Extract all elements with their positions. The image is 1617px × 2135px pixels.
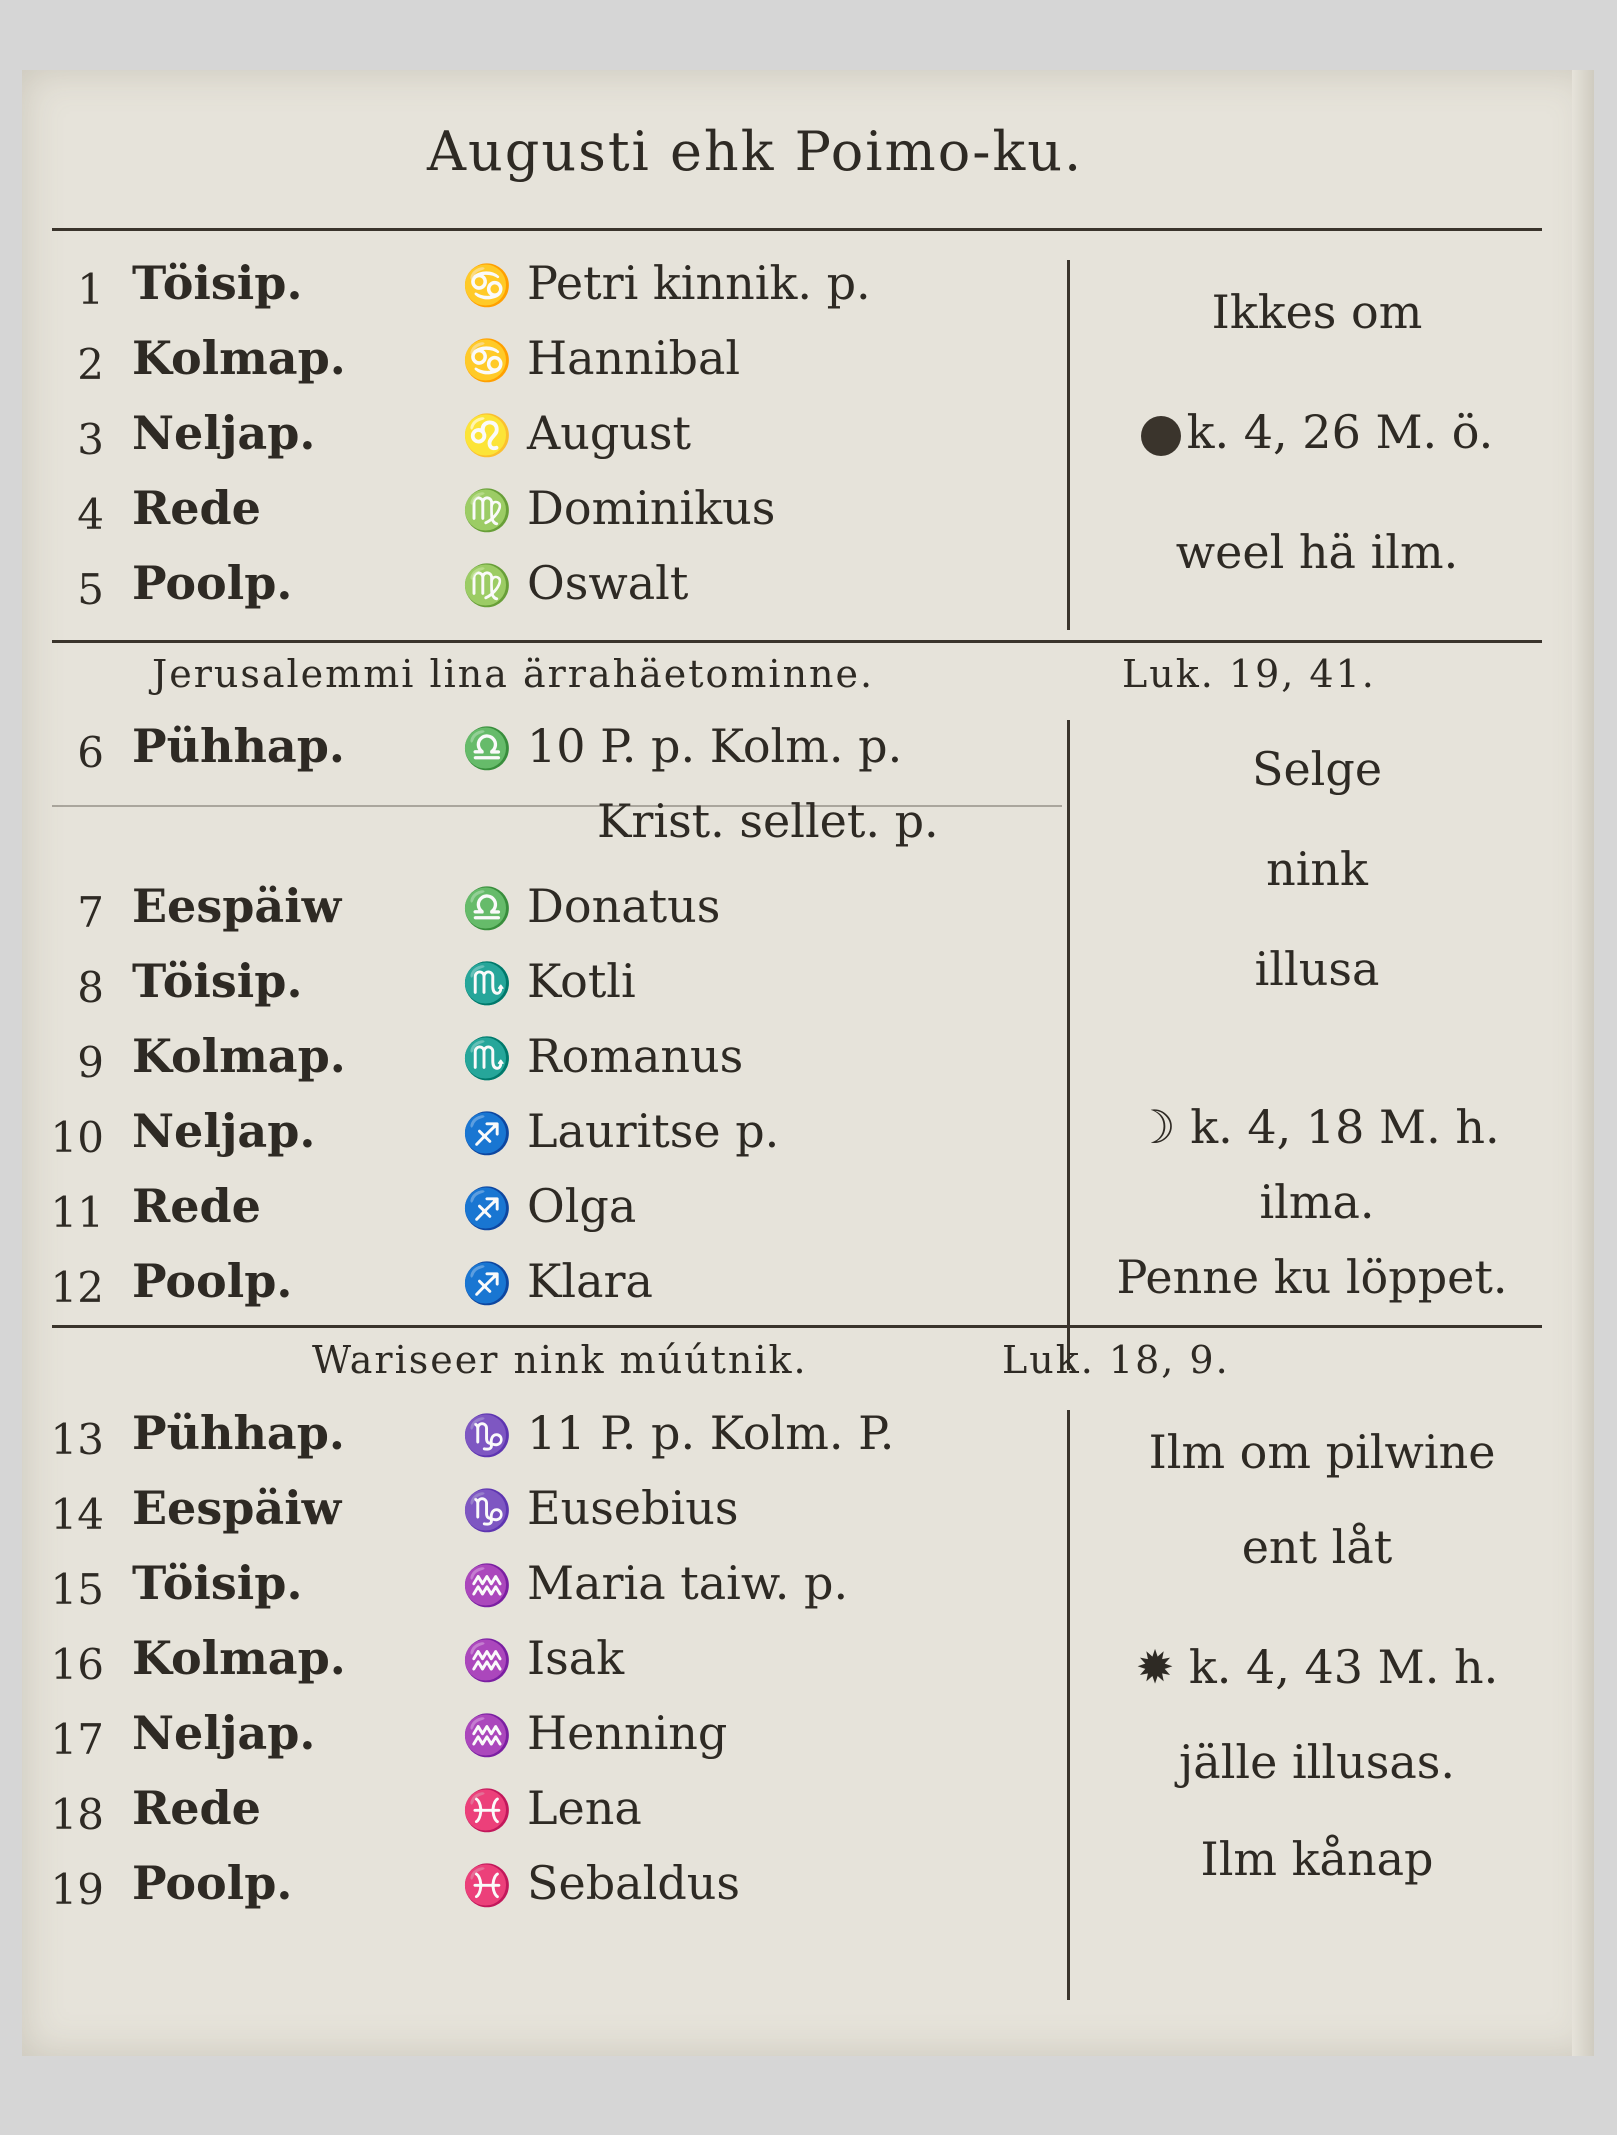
zodiac-sagittarius-icon: ♐ xyxy=(462,1111,512,1157)
zodiac-pisces-icon: ♓ xyxy=(462,1788,512,1834)
day-number: 19 xyxy=(50,1865,104,1914)
saint-name: Oswalt xyxy=(527,556,689,610)
saint-name: Dominikus xyxy=(527,481,776,535)
day-number: 14 xyxy=(50,1490,104,1539)
saint-name: Maria taiw. p. xyxy=(527,1556,849,1610)
weekday: Pühhap. xyxy=(132,1406,345,1460)
day-number: 12 xyxy=(50,1263,104,1312)
weather-note: ilma. xyxy=(1259,1175,1375,1229)
page-edge-shadow xyxy=(1572,70,1594,2056)
saint-name: 10 P. p. Kolm. p. xyxy=(527,719,903,773)
day-number: 15 xyxy=(50,1565,104,1614)
day-number: 10 xyxy=(50,1113,104,1162)
moon-time: k. 4, 26 M. ö. xyxy=(1186,405,1494,459)
first-quarter-moon-icon: ☽ xyxy=(1134,1100,1176,1154)
new-moon-icon xyxy=(1141,416,1181,456)
day-number: 13 xyxy=(50,1415,104,1464)
weather-note: jälle illusas. xyxy=(1179,1735,1455,1789)
column-divider-2 xyxy=(1067,720,1070,1370)
weather-note: ent låt xyxy=(1241,1520,1393,1574)
saint-name: Olga xyxy=(527,1179,637,1233)
day-number: 11 xyxy=(50,1188,104,1237)
zodiac-libra-icon: ♎ xyxy=(462,726,512,772)
saint-name: Lena xyxy=(527,1781,642,1835)
weather-note: Ikkes om xyxy=(1211,285,1423,339)
section-rule xyxy=(52,640,1542,643)
gospel-reference: Luk. 19, 41. xyxy=(1122,652,1376,696)
weather-note: illusa xyxy=(1254,942,1380,996)
zodiac-pisces-icon: ♓ xyxy=(462,1863,512,1909)
gospel-reading: Jerusalemmi lina ärrahäetominne. xyxy=(152,652,875,696)
full-moon-icon: ✹ xyxy=(1135,1640,1175,1694)
zodiac-sagittarius-icon: ♐ xyxy=(462,1261,512,1307)
moon-phase-note xyxy=(1092,405,1542,459)
weekday: Rede xyxy=(132,481,261,535)
saint-name: Kotli xyxy=(527,954,636,1008)
day-number: 5 xyxy=(77,565,104,614)
weekday: Poolp. xyxy=(132,1254,293,1308)
top-rule xyxy=(52,228,1542,231)
weekday: Eespäiw xyxy=(132,879,342,933)
moon-time: k. 4, 43 M. h. xyxy=(1188,1640,1499,1694)
moon-time: k. 4, 18 M. h. xyxy=(1190,1100,1500,1154)
saint-name: 11 P. p. Kolm. P. xyxy=(527,1406,895,1460)
weekday: Kolmap. xyxy=(132,331,346,385)
weekday: Töisip. xyxy=(132,256,303,310)
weekday: Poolp. xyxy=(132,556,293,610)
weekday: Rede xyxy=(132,1781,261,1835)
day-number: 3 xyxy=(77,415,104,464)
gospel-reading: Wariseer nink múútnik. xyxy=(312,1338,808,1382)
section-rule xyxy=(52,1325,1542,1328)
weekday: Töisip. xyxy=(132,1556,303,1610)
moon-phase-note xyxy=(1092,1100,1542,1154)
weather-note: Ilm kånap xyxy=(1200,1832,1434,1886)
weekday: Eespäiw xyxy=(132,1481,342,1535)
zodiac-cancer-icon: ♋ xyxy=(462,263,512,309)
day-number: 2 xyxy=(77,340,104,389)
weekday: Töisip. xyxy=(132,954,303,1008)
zodiac-libra-icon: ♎ xyxy=(462,886,512,932)
saint-name: Isak xyxy=(527,1631,625,1685)
weekday: Poolp. xyxy=(132,1856,293,1910)
day-number: 1 xyxy=(77,265,104,314)
gospel-reference: Luk. 18, 9. xyxy=(1002,1338,1230,1382)
weekday: Kolmap. xyxy=(132,1631,346,1685)
page-title: Augusti ehk Poimo-ku. xyxy=(427,120,1084,183)
zodiac-leo-icon: ♌ xyxy=(462,413,512,459)
weekday: Neljap. xyxy=(132,406,316,460)
day-number: 18 xyxy=(50,1790,104,1839)
zodiac-aquarius-icon: ♒ xyxy=(462,1713,512,1759)
saint-name-continued: Krist. sellet. p. xyxy=(597,794,939,848)
saint-name: Donatus xyxy=(527,879,721,933)
day-number: 9 xyxy=(77,1038,104,1087)
column-divider-3 xyxy=(1067,1410,1070,2000)
weather-note: Selge xyxy=(1251,742,1383,796)
zodiac-virgo-icon: ♍ xyxy=(462,563,512,609)
saint-name: Hannibal xyxy=(527,331,741,385)
saint-name: Romanus xyxy=(527,1029,744,1083)
column-divider-1 xyxy=(1067,260,1070,630)
moon-phase-note xyxy=(1092,1640,1542,1694)
day-number: 7 xyxy=(77,888,104,937)
weekday: Neljap. xyxy=(132,1104,316,1158)
zodiac-cancer-icon: ♋ xyxy=(462,338,512,384)
day-number: 6 xyxy=(77,728,104,777)
weather-note: weel hä ilm. xyxy=(1175,525,1459,579)
zodiac-virgo-icon: ♍ xyxy=(462,488,512,534)
day-number: 4 xyxy=(77,490,104,539)
day-number: 17 xyxy=(50,1715,104,1764)
day-number: 16 xyxy=(50,1640,104,1689)
zodiac-scorpio-icon: ♏ xyxy=(462,961,512,1007)
weather-note: Penne ku löppet. xyxy=(1116,1250,1508,1304)
weekday: Kolmap. xyxy=(132,1029,346,1083)
almanac-page xyxy=(22,70,1594,2056)
saint-name: August xyxy=(527,406,692,460)
weather-note: Ilm om pilwine xyxy=(1148,1425,1496,1479)
day-number: 8 xyxy=(77,963,104,1012)
saint-name: Eusebius xyxy=(527,1481,739,1535)
saint-name: Henning xyxy=(527,1706,728,1760)
zodiac-aquarius-icon: ♒ xyxy=(462,1638,512,1684)
weather-note: nink xyxy=(1266,842,1368,896)
weekday: Pühhap. xyxy=(132,719,345,773)
zodiac-capricorn-icon: ♑ xyxy=(462,1488,512,1534)
saint-name: Lauritse p. xyxy=(527,1104,780,1158)
weekday: Rede xyxy=(132,1179,261,1233)
zodiac-scorpio-icon: ♏ xyxy=(462,1036,512,1082)
saint-name: Sebaldus xyxy=(527,1856,740,1910)
saint-name: Klara xyxy=(527,1254,653,1308)
weekday: Neljap. xyxy=(132,1706,316,1760)
zodiac-aquarius-icon: ♒ xyxy=(462,1563,512,1609)
zodiac-sagittarius-icon: ♐ xyxy=(462,1186,512,1232)
saint-name: Petri kinnik. p. xyxy=(527,256,871,310)
zodiac-capricorn-icon: ♑ xyxy=(462,1413,512,1459)
